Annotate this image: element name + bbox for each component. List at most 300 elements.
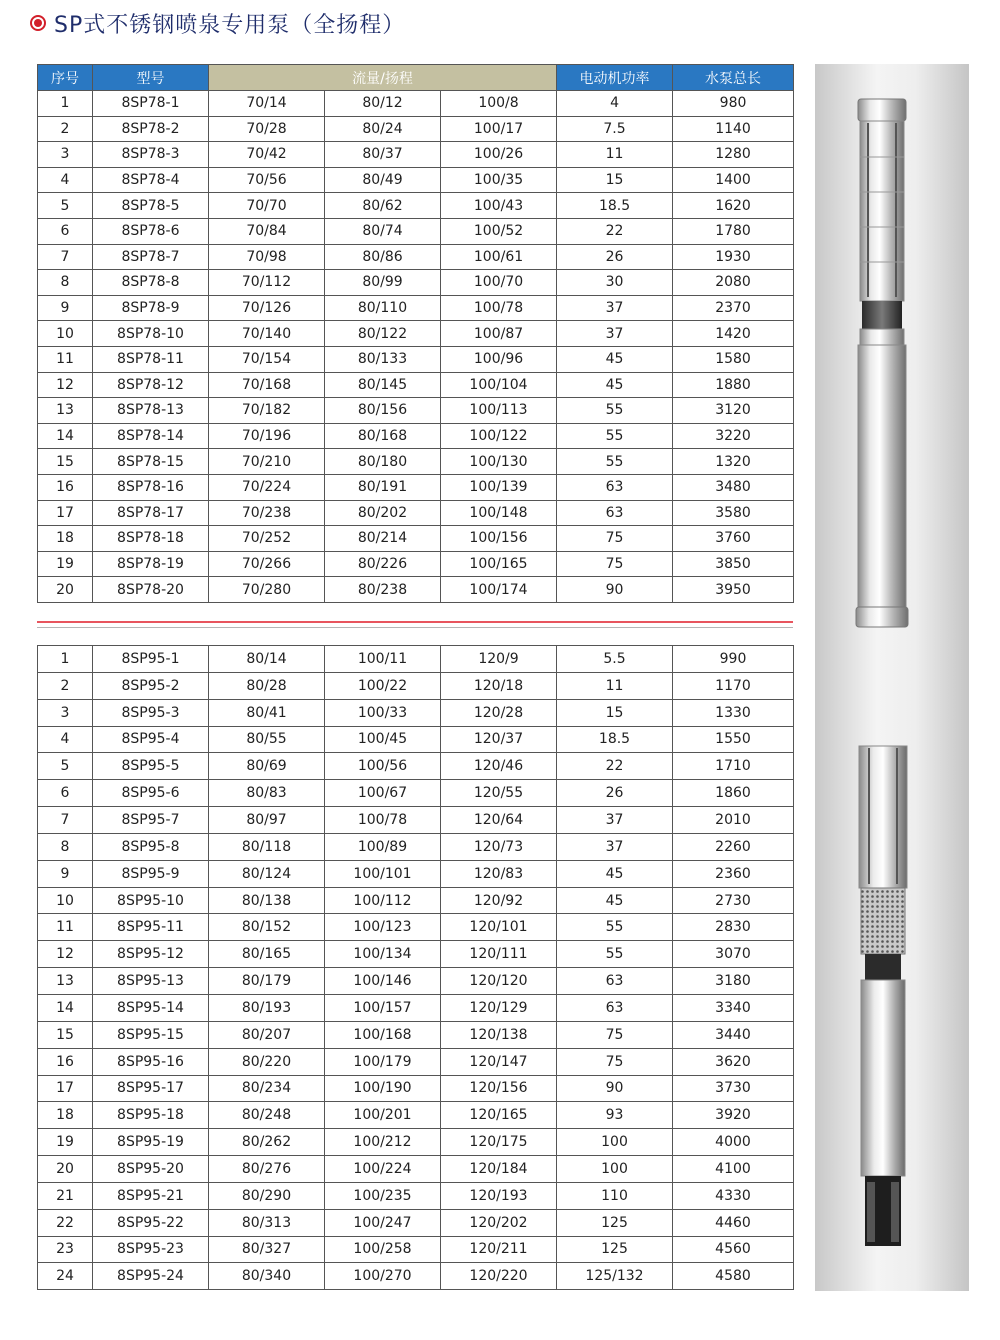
flow-head-2-cell: 100/247: [325, 1209, 441, 1236]
pump-length-cell: 3920: [673, 1102, 794, 1129]
table-row: [38, 753, 794, 780]
motor-power-cell: 5.5: [557, 646, 673, 673]
model-cell: 8SP95-23: [93, 1236, 209, 1263]
flow-head-1-cell: 70/224: [209, 474, 325, 500]
flow-head-2-cell: 80/86: [325, 244, 441, 270]
flow-head-3-cell: 120/111: [441, 941, 557, 968]
table-row: [38, 167, 794, 193]
header-power: 电动机功率: [557, 65, 673, 91]
flow-head-2-cell: 100/157: [325, 994, 441, 1021]
model-cell: 8SP95-21: [93, 1182, 209, 1209]
spec-table-8sp78: [37, 64, 794, 603]
flow-head-1-cell: 80/234: [209, 1075, 325, 1102]
flow-head-2-cell: 100/11: [325, 646, 441, 673]
header-model: 型号: [93, 65, 209, 91]
table-row: [38, 321, 794, 347]
flow-head-3-cell: 120/184: [441, 1156, 557, 1183]
pump-length-cell: 3480: [673, 474, 794, 500]
row-no-cell: 18: [38, 1102, 93, 1129]
flow-head-1-cell: 70/84: [209, 218, 325, 244]
pump-length-cell: 3440: [673, 1021, 794, 1048]
flow-head-2-cell: 80/168: [325, 423, 441, 449]
table-row: [38, 1075, 794, 1102]
flow-head-3-cell: 120/193: [441, 1182, 557, 1209]
model-cell: 8SP95-19: [93, 1129, 209, 1156]
flow-head-2-cell: 100/134: [325, 941, 441, 968]
pump-length-cell: 2360: [673, 860, 794, 887]
table-row: [38, 1021, 794, 1048]
table-row: [38, 1048, 794, 1075]
flow-head-3-cell: 120/18: [441, 672, 557, 699]
motor-power-cell: 30: [557, 270, 673, 296]
motor-power-cell: 45: [557, 346, 673, 372]
motor-power-cell: 55: [557, 449, 673, 475]
table-row: [38, 91, 794, 117]
pump-length-cell: 4100: [673, 1156, 794, 1183]
row-no-cell: 16: [38, 1048, 93, 1075]
pump-length-cell: 980: [673, 91, 794, 117]
motor-power-cell: 37: [557, 807, 673, 834]
flow-head-3-cell: 120/28: [441, 699, 557, 726]
model-cell: 8SP95-7: [93, 807, 209, 834]
header-no: 序号: [38, 65, 93, 91]
separator-line-red: [37, 621, 793, 623]
flow-head-1-cell: 70/42: [209, 142, 325, 168]
pump-length-cell: 1140: [673, 116, 794, 142]
pump-length-cell: 2830: [673, 914, 794, 941]
motor-power-cell: 55: [557, 398, 673, 424]
table-row: [38, 551, 794, 577]
model-cell: 8SP95-20: [93, 1156, 209, 1183]
table-row: [38, 699, 794, 726]
pump-length-cell: 3180: [673, 968, 794, 995]
row-no-cell: 6: [38, 780, 93, 807]
flow-head-3-cell: 120/129: [441, 994, 557, 1021]
flow-head-1-cell: 80/313: [209, 1209, 325, 1236]
model-cell: 8SP78-9: [93, 295, 209, 321]
table-row: [38, 968, 794, 995]
flow-head-3-cell: 120/55: [441, 780, 557, 807]
table-row: [38, 860, 794, 887]
motor-power-cell: 55: [557, 914, 673, 941]
motor-power-cell: 15: [557, 167, 673, 193]
flow-head-3-cell: 100/17: [441, 116, 557, 142]
flow-head-3-cell: 120/147: [441, 1048, 557, 1075]
row-no-cell: 17: [38, 500, 93, 526]
model-cell: 8SP78-5: [93, 193, 209, 219]
flow-head-1-cell: 80/179: [209, 968, 325, 995]
motor-power-cell: 110: [557, 1182, 673, 1209]
pump-length-cell: 2010: [673, 807, 794, 834]
motor-power-cell: 75: [557, 551, 673, 577]
row-no-cell: 1: [38, 646, 93, 673]
flow-head-1-cell: 70/28: [209, 116, 325, 142]
row-no-cell: 1: [38, 91, 93, 117]
pump-length-cell: 1170: [673, 672, 794, 699]
motor-power-cell: 100: [557, 1129, 673, 1156]
motor-power-cell: 63: [557, 994, 673, 1021]
model-cell: 8SP95-12: [93, 941, 209, 968]
row-no-cell: 3: [38, 699, 93, 726]
row-no-cell: 24: [38, 1263, 93, 1290]
model-cell: 8SP95-14: [93, 994, 209, 1021]
table-row: [38, 474, 794, 500]
table-row: [38, 1209, 794, 1236]
pump-length-cell: 1420: [673, 321, 794, 347]
flow-head-1-cell: 80/340: [209, 1263, 325, 1290]
flow-head-2-cell: 80/49: [325, 167, 441, 193]
flow-head-1-cell: 70/238: [209, 500, 325, 526]
model-cell: 8SP78-6: [93, 218, 209, 244]
row-no-cell: 14: [38, 994, 93, 1021]
pump-8sp95-image: [855, 744, 911, 1252]
row-no-cell: 14: [38, 423, 93, 449]
flow-head-2-cell: 100/78: [325, 807, 441, 834]
row-no-cell: 8: [38, 833, 93, 860]
flow-head-2-cell: 80/202: [325, 500, 441, 526]
table-row: [38, 1182, 794, 1209]
table-row: [38, 672, 794, 699]
pump-length-cell: 1710: [673, 753, 794, 780]
table-row: [38, 833, 794, 860]
row-no-cell: 12: [38, 941, 93, 968]
row-no-cell: 10: [38, 887, 93, 914]
row-no-cell: 8: [38, 270, 93, 296]
flow-head-3-cell: 120/9: [441, 646, 557, 673]
table-row: [38, 500, 794, 526]
flow-head-2-cell: 100/190: [325, 1075, 441, 1102]
model-cell: 8SP78-11: [93, 346, 209, 372]
model-cell: 8SP95-9: [93, 860, 209, 887]
flow-head-3-cell: 100/61: [441, 244, 557, 270]
model-cell: 8SP78-16: [93, 474, 209, 500]
row-no-cell: 13: [38, 968, 93, 995]
row-no-cell: 22: [38, 1209, 93, 1236]
flow-head-3-cell: 100/165: [441, 551, 557, 577]
header-length: 水泵总长: [673, 65, 794, 91]
flow-head-3-cell: 120/92: [441, 887, 557, 914]
row-no-cell: 2: [38, 672, 93, 699]
table-row: [38, 244, 794, 270]
table-row: [38, 726, 794, 753]
row-no-cell: 11: [38, 346, 93, 372]
motor-power-cell: 55: [557, 941, 673, 968]
flow-head-2-cell: 80/214: [325, 526, 441, 552]
row-no-cell: 6: [38, 218, 93, 244]
flow-head-3-cell: 100/130: [441, 449, 557, 475]
model-cell: 8SP95-22: [93, 1209, 209, 1236]
table-row: [38, 449, 794, 475]
flow-head-1-cell: 70/252: [209, 526, 325, 552]
pump-length-cell: 3580: [673, 500, 794, 526]
pump-8sp78-image: [852, 97, 912, 631]
row-no-cell: 16: [38, 474, 93, 500]
model-cell: 8SP78-3: [93, 142, 209, 168]
model-cell: 8SP95-10: [93, 887, 209, 914]
model-cell: 8SP95-2: [93, 672, 209, 699]
flow-head-2-cell: 100/123: [325, 914, 441, 941]
flow-head-2-cell: 100/201: [325, 1102, 441, 1129]
flow-head-3-cell: 120/83: [441, 860, 557, 887]
table-row: [38, 1102, 794, 1129]
flow-head-3-cell: 100/87: [441, 321, 557, 347]
model-cell: 8SP78-13: [93, 398, 209, 424]
flow-head-1-cell: 70/112: [209, 270, 325, 296]
pump-length-cell: 4000: [673, 1129, 794, 1156]
pump-length-cell: 1580: [673, 346, 794, 372]
flow-head-1-cell: 70/14: [209, 91, 325, 117]
motor-power-cell: 93: [557, 1102, 673, 1129]
flow-head-3-cell: 120/138: [441, 1021, 557, 1048]
flow-head-3-cell: 120/120: [441, 968, 557, 995]
flow-head-2-cell: 100/179: [325, 1048, 441, 1075]
pump-length-cell: 2730: [673, 887, 794, 914]
spec-table-8sp95: [37, 645, 794, 1290]
flow-head-3-cell: 120/202: [441, 1209, 557, 1236]
table-row: [38, 807, 794, 834]
row-no-cell: 23: [38, 1236, 93, 1263]
flow-head-2-cell: 100/270: [325, 1263, 441, 1290]
model-cell: 8SP78-7: [93, 244, 209, 270]
row-no-cell: 7: [38, 244, 93, 270]
motor-power-cell: 37: [557, 321, 673, 347]
flow-head-2-cell: 80/238: [325, 577, 441, 603]
pump-length-cell: 4580: [673, 1263, 794, 1290]
model-cell: 8SP78-19: [93, 551, 209, 577]
model-cell: 8SP95-4: [93, 726, 209, 753]
flow-head-2-cell: 80/180: [325, 449, 441, 475]
row-no-cell: 15: [38, 449, 93, 475]
model-cell: 8SP95-24: [93, 1263, 209, 1290]
row-no-cell: 19: [38, 551, 93, 577]
flow-head-2-cell: 80/99: [325, 270, 441, 296]
row-no-cell: 3: [38, 142, 93, 168]
table-row: [38, 526, 794, 552]
pump-length-cell: 1280: [673, 142, 794, 168]
model-cell: 8SP78-10: [93, 321, 209, 347]
pump-length-cell: 2370: [673, 295, 794, 321]
row-no-cell: 13: [38, 398, 93, 424]
flow-head-3-cell: 120/101: [441, 914, 557, 941]
model-cell: 8SP78-12: [93, 372, 209, 398]
flow-head-3-cell: 100/35: [441, 167, 557, 193]
row-no-cell: 4: [38, 167, 93, 193]
model-cell: 8SP95-16: [93, 1048, 209, 1075]
flow-head-1-cell: 70/168: [209, 372, 325, 398]
pump-length-cell: 1400: [673, 167, 794, 193]
table-row: [38, 1263, 794, 1290]
table-row: [38, 142, 794, 168]
row-no-cell: 17: [38, 1075, 93, 1102]
flow-head-1-cell: 80/124: [209, 860, 325, 887]
motor-power-cell: 125/132: [557, 1263, 673, 1290]
motor-power-cell: 63: [557, 474, 673, 500]
flow-head-1-cell: 70/154: [209, 346, 325, 372]
row-no-cell: 10: [38, 321, 93, 347]
flow-head-3-cell: 100/148: [441, 500, 557, 526]
bullet-icon: [30, 15, 46, 31]
flow-head-1-cell: 80/193: [209, 994, 325, 1021]
model-cell: 8SP78-2: [93, 116, 209, 142]
motor-power-cell: 18.5: [557, 193, 673, 219]
flow-head-1-cell: 70/126: [209, 295, 325, 321]
row-no-cell: 11: [38, 914, 93, 941]
flow-head-3-cell: 100/122: [441, 423, 557, 449]
table-row: [38, 577, 794, 603]
row-no-cell: 20: [38, 577, 93, 603]
flow-head-3-cell: 100/70: [441, 270, 557, 296]
pump-length-cell: 2260: [673, 833, 794, 860]
flow-head-2-cell: 100/258: [325, 1236, 441, 1263]
table-row: [38, 994, 794, 1021]
model-cell: 8SP95-13: [93, 968, 209, 995]
flow-head-2-cell: 80/24: [325, 116, 441, 142]
row-no-cell: 12: [38, 372, 93, 398]
model-cell: 8SP78-18: [93, 526, 209, 552]
motor-power-cell: 45: [557, 372, 673, 398]
flow-head-3-cell: 120/64: [441, 807, 557, 834]
table-row: [38, 780, 794, 807]
motor-power-cell: 55: [557, 423, 673, 449]
row-no-cell: 5: [38, 753, 93, 780]
motor-power-cell: 26: [557, 244, 673, 270]
flow-head-3-cell: 120/156: [441, 1075, 557, 1102]
pump-length-cell: 3730: [673, 1075, 794, 1102]
model-cell: 8SP78-8: [93, 270, 209, 296]
motor-power-cell: 45: [557, 860, 673, 887]
motor-power-cell: 26: [557, 780, 673, 807]
flow-head-1-cell: 70/98: [209, 244, 325, 270]
flow-head-3-cell: 120/211: [441, 1236, 557, 1263]
section-title-bar: [30, 8, 405, 38]
model-cell: 8SP78-20: [93, 577, 209, 603]
pump-length-cell: 1550: [673, 726, 794, 753]
flow-head-2-cell: 100/101: [325, 860, 441, 887]
pump-length-cell: 990: [673, 646, 794, 673]
flow-head-2-cell: 80/37: [325, 142, 441, 168]
model-cell: 8SP78-17: [93, 500, 209, 526]
flow-head-2-cell: 100/33: [325, 699, 441, 726]
table-row: [38, 423, 794, 449]
table-row: [38, 218, 794, 244]
flow-head-3-cell: 100/156: [441, 526, 557, 552]
table-row: [38, 1236, 794, 1263]
flow-head-1-cell: 80/28: [209, 672, 325, 699]
pump-length-cell: 4460: [673, 1209, 794, 1236]
flow-head-1-cell: 80/55: [209, 726, 325, 753]
flow-head-2-cell: 80/133: [325, 346, 441, 372]
table-row: [38, 295, 794, 321]
flow-head-1-cell: 80/207: [209, 1021, 325, 1048]
flow-head-3-cell: 100/174: [441, 577, 557, 603]
flow-head-1-cell: 70/140: [209, 321, 325, 347]
flow-head-1-cell: 80/276: [209, 1156, 325, 1183]
flow-head-3-cell: 100/8: [441, 91, 557, 117]
model-cell: 8SP95-18: [93, 1102, 209, 1129]
flow-head-2-cell: 80/156: [325, 398, 441, 424]
row-no-cell: 4: [38, 726, 93, 753]
flow-head-1-cell: 80/83: [209, 780, 325, 807]
motor-power-cell: 4: [557, 91, 673, 117]
table-row: [38, 372, 794, 398]
pump-length-cell: 3950: [673, 577, 794, 603]
table-row: [38, 646, 794, 673]
table-row: [38, 116, 794, 142]
pump-length-cell: 3120: [673, 398, 794, 424]
pump-length-cell: 3220: [673, 423, 794, 449]
flow-head-1-cell: 80/97: [209, 807, 325, 834]
table-row: [38, 1156, 794, 1183]
flow-head-1-cell: 80/220: [209, 1048, 325, 1075]
pump-length-cell: 1620: [673, 193, 794, 219]
flow-head-2-cell: 100/112: [325, 887, 441, 914]
flow-head-3-cell: 120/165: [441, 1102, 557, 1129]
pump-length-cell: 1320: [673, 449, 794, 475]
pump-length-cell: 1880: [673, 372, 794, 398]
motor-power-cell: 18.5: [557, 726, 673, 753]
table-row: [38, 941, 794, 968]
motor-power-cell: 75: [557, 1021, 673, 1048]
flow-head-1-cell: 80/262: [209, 1129, 325, 1156]
row-no-cell: 7: [38, 807, 93, 834]
flow-head-3-cell: 100/113: [441, 398, 557, 424]
flow-head-2-cell: 100/22: [325, 672, 441, 699]
flow-head-2-cell: 80/191: [325, 474, 441, 500]
pump-length-cell: 3340: [673, 994, 794, 1021]
separator-line-grey: [37, 627, 793, 628]
motor-power-cell: 45: [557, 887, 673, 914]
pump-length-cell: 4330: [673, 1182, 794, 1209]
page-title: SP式不锈钢喷泉专用泵（全扬程）: [54, 12, 406, 38]
flow-head-2-cell: 100/56: [325, 753, 441, 780]
table-row: [38, 193, 794, 219]
flow-head-3-cell: 120/73: [441, 833, 557, 860]
flow-head-3-cell: 120/220: [441, 1263, 557, 1290]
flow-head-3-cell: 100/78: [441, 295, 557, 321]
table-row: [38, 1129, 794, 1156]
motor-power-cell: 63: [557, 500, 673, 526]
flow-head-1-cell: 80/248: [209, 1102, 325, 1129]
motor-power-cell: 125: [557, 1209, 673, 1236]
motor-power-cell: 63: [557, 968, 673, 995]
row-no-cell: 2: [38, 116, 93, 142]
flow-head-1-cell: 80/118: [209, 833, 325, 860]
model-cell: 8SP95-11: [93, 914, 209, 941]
flow-head-2-cell: 100/235: [325, 1182, 441, 1209]
motor-power-cell: 11: [557, 142, 673, 168]
flow-head-2-cell: 80/110: [325, 295, 441, 321]
flow-head-1-cell: 70/182: [209, 398, 325, 424]
pump-length-cell: 1330: [673, 699, 794, 726]
pump-length-cell: 1780: [673, 218, 794, 244]
flow-head-1-cell: 70/266: [209, 551, 325, 577]
flow-head-1-cell: 70/56: [209, 167, 325, 193]
pump-length-cell: 3620: [673, 1048, 794, 1075]
flow-head-2-cell: 80/12: [325, 91, 441, 117]
pump-length-cell: 3070: [673, 941, 794, 968]
row-no-cell: 19: [38, 1129, 93, 1156]
flow-head-2-cell: 100/212: [325, 1129, 441, 1156]
model-cell: 8SP95-8: [93, 833, 209, 860]
table-row: [38, 270, 794, 296]
flow-head-3-cell: 100/96: [441, 346, 557, 372]
flow-head-1-cell: 70/70: [209, 193, 325, 219]
flow-head-1-cell: 80/327: [209, 1236, 325, 1263]
model-cell: 8SP95-17: [93, 1075, 209, 1102]
motor-power-cell: 90: [557, 577, 673, 603]
row-no-cell: 15: [38, 1021, 93, 1048]
flow-head-2-cell: 80/74: [325, 218, 441, 244]
